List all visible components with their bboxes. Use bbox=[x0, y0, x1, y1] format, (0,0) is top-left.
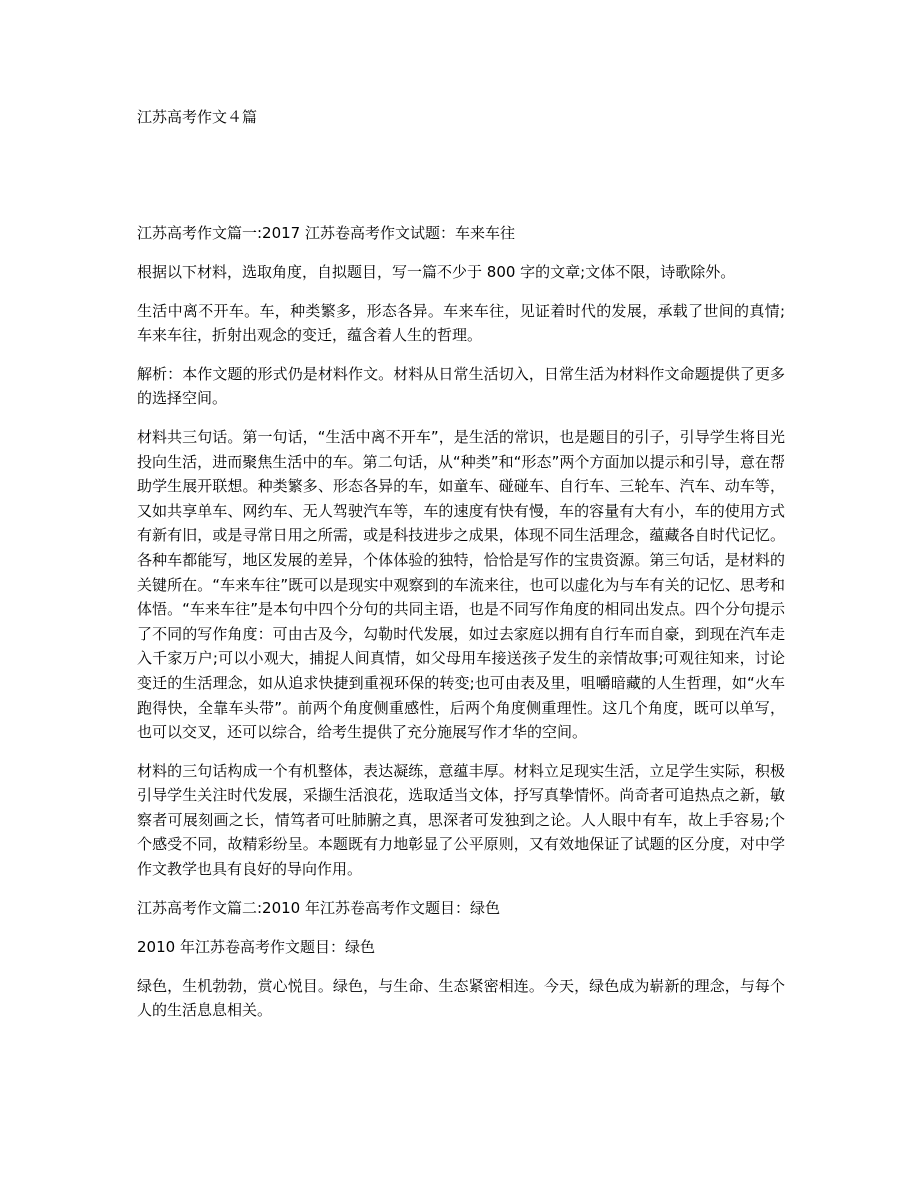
section-heading-1: 江苏高考作文篇一:2017 江苏卷高考作文试题：车来车往 bbox=[137, 224, 515, 242]
prompt-paragraph: 根据以下材料，选取角度，自拟题目，写一篇不少于 800 字的文章;文体不限，诗歌除外。 bbox=[137, 263, 736, 281]
document-title: 江苏高考作文４篇 bbox=[137, 108, 258, 126]
material-paragraph: 生活中离不开车。车，种类繁多，形态各异。车来车往，见证着时代的发展，承载了世间的真情;车来车往，折射出观念的变迁，蕴含着人生的哲理。 bbox=[137, 301, 785, 345]
green-material-paragraph: 绿色，生机勃勃，赏心悦目。绿色，与生命、生态紧密相连。今天，绿色成为崭新的理念，与每个人的生活息息相关。 bbox=[137, 976, 785, 1020]
analysis-summary-paragraph: 材料的三句话构成一个有机整体，表达凝练，意蕴丰厚。材料立足现实生活，立足学生实际，积极引导学生关注时代发展，采撷生活浪花，选取适当文体，抒写真挚情怀。尚奇者可追热点之新，敏察者可展刻画之长，情笃者可吐肺腑之真，思深者可发独到之论。人人眼中有车，故上手容易;个个感受不同，故精彩纷呈。本题既有力地彰显了公平原则，又有效地保证了试题的区分度，对中学作文教学也具有良好的导向作用。 bbox=[137, 761, 785, 879]
analysis-detail-paragraph: 材料共三句话。第一句话，“生活中离不开车”，是生活的常识，也是题目的引子，引导学生将目光投向生活，进而聚焦生活中的车。第二句话，从“种类”和“形态”两个方面加以提示和引导，意在帮助学生展开联想。种类繁多、形态各异的车，如童车、碰碰车、自行车、三轮车、汽车、动车等，又如共享单车、网约车、无人驾驶汽车等，车的速度有快有慢，车的容量有大有小，车的使用方式有新有旧，或是寻常日用之所需，或是科技进步之成果，体现不同生活理念，蕴藏各自时代记忆。各种车都能写，地区发展的差异，个体体验的独特，恰恰是写作的宝贵资源。第三句话，是材料的关键所在。“车来车往”既可以是现实中观察到的车流来往，也可以虚化为与车有关的记忆、思考和体悟。“车来车往”是本句中四个分句的共同主语，也是不同写作角度的相同出发点。四个分句提示了不同的写作角度：可由古及今，勾勒时代发展，如过去家庭以拥有自行车而自豪，到现在汽车走入千家万户;可以小观大，捕捉人间真情，如父母用车接送孩子发生的亲情故事;可观往知来，讨论变迁的生活理念，如从追求快捷到重视环保的转变;也可由表及里，咀嚼暗藏的人生哲理，如“火车跑得快，全靠车头带”。前两个角度侧重感性，后两个角度侧重理性。这几个角度，既可以单写，也可以交叉，还可以综合，给考生提供了充分施展写作才华的空间。 bbox=[137, 427, 785, 742]
section-subheading-2: 2010 年江苏卷高考作文题目：绿色 bbox=[137, 937, 375, 956]
document-body bbox=[137, 221, 785, 1037]
section-heading-2: 江苏高考作文篇二:2010 年江苏卷高考作文题目：绿色 bbox=[137, 898, 500, 917]
analysis-intro-paragraph: 解析：本作文题的形式仍是材料作文。材料从日常生活切入，日常生活为材料作文命题提供了更多的选择空间。 bbox=[137, 364, 785, 408]
